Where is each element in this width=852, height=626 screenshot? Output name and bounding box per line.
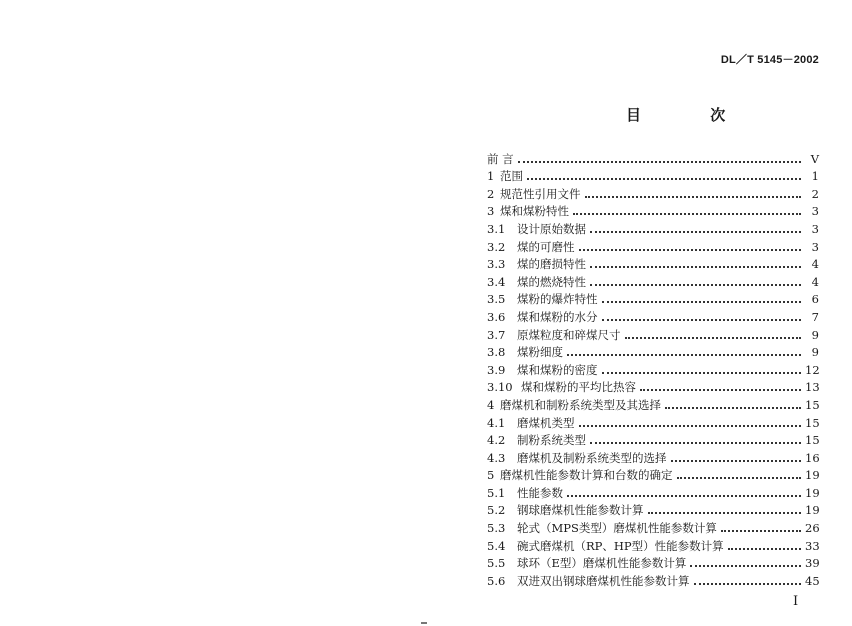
toc-dot-leader <box>518 161 801 163</box>
toc-entry <box>487 359 819 377</box>
toc-entry-number: 3.9 <box>487 362 506 377</box>
toc-entry-page: 19 <box>805 503 820 518</box>
toc-entry-page: 2 <box>811 186 819 201</box>
toc-entry <box>487 342 819 360</box>
toc-entry-page: 12 <box>805 362 820 377</box>
document-code: DL／T 5145－2002 <box>720 54 819 66</box>
toc-entry <box>487 517 819 535</box>
toc-entry-label: 磨煤机和制粉系统类型及其选择 <box>500 397 661 412</box>
toc-dot-leader <box>585 196 802 198</box>
toc-entry-label: 碗式磨煤机（RP、HP型）性能参数计算 <box>517 538 724 553</box>
toc-entry-label: 煤和煤粉的平均比热容 <box>521 380 636 395</box>
toc-dot-leader <box>694 583 802 585</box>
toc-entry <box>487 201 819 219</box>
toc-entry-page: 3 <box>811 221 819 236</box>
toc-dot-leader <box>690 565 801 567</box>
toc-entry-number: 4 <box>487 397 495 412</box>
toc-entry-page: 15 <box>805 433 820 448</box>
toc-entry <box>487 447 819 465</box>
toc-entry-number: 5.3 <box>487 521 506 536</box>
toc-entry-label: 制粉系统类型 <box>517 433 586 448</box>
toc-entry-page: 4 <box>811 274 819 289</box>
toc-entry-number: 1 <box>487 169 495 184</box>
toc-entry <box>487 183 819 201</box>
toc-entry-number: 3 <box>487 204 495 219</box>
toc-entry-page: 9 <box>811 345 819 360</box>
toc-entry <box>487 412 819 430</box>
toc-dot-leader <box>590 284 801 286</box>
toc-dot-leader <box>567 495 801 497</box>
toc-entry-number: 3.3 <box>487 257 506 272</box>
toc-entry-page: 45 <box>805 573 820 588</box>
toc-entry <box>487 254 819 272</box>
toc-entry-number: 3.7 <box>487 327 506 342</box>
toc-entry-label: 磨煤机类型 <box>517 415 575 430</box>
toc-entry-label: 煤粉的爆炸特性 <box>517 292 598 307</box>
toc-entry-page: 15 <box>805 415 820 430</box>
toc-title: 目 次 <box>626 106 758 124</box>
toc-entry-label: 钢球磨煤机性能参数计算 <box>517 503 644 518</box>
toc-entry <box>487 218 819 236</box>
toc-dot-leader <box>602 372 802 374</box>
toc-entry-label: 煤和煤粉的密度 <box>517 362 598 377</box>
toc-dot-leader <box>590 442 801 444</box>
toc-entry <box>487 289 819 307</box>
toc-entry <box>487 394 819 412</box>
toc-entry <box>487 482 819 500</box>
toc-dot-leader <box>640 389 801 391</box>
toc-entry-label: 性能参数 <box>517 485 563 500</box>
toc-entry <box>487 324 819 342</box>
toc-dot-leader <box>579 249 802 251</box>
toc-entry-label: 煤和煤粉的水分 <box>517 309 598 324</box>
toc-entry-page: 19 <box>805 468 820 483</box>
toc-dot-leader <box>590 266 801 268</box>
toc-entry-label: 煤的燃烧特性 <box>517 274 586 289</box>
toc-entry-label: 规范性引用文件 <box>500 186 581 201</box>
toc-entry <box>487 500 819 518</box>
toc-entry-page: 33 <box>805 538 820 553</box>
toc-entry-page: 39 <box>805 556 820 571</box>
toc-entry-page: 1 <box>811 169 819 184</box>
toc-entry-page: 26 <box>805 521 820 536</box>
toc-dot-leader <box>625 337 802 339</box>
toc-entry <box>487 430 819 448</box>
toc-entry <box>487 535 819 553</box>
toc-entry-number: 4.1 <box>487 415 506 430</box>
toc-dot-leader <box>728 548 801 550</box>
toc-entry <box>487 148 819 166</box>
toc-entry-number: 5.5 <box>487 556 506 571</box>
toc-entry-page: 9 <box>811 327 819 342</box>
toc-entry-number: 5 <box>487 468 495 483</box>
toc-entry-label: 设计原始数据 <box>517 221 586 236</box>
toc-dot-leader <box>671 460 802 462</box>
toc-entry <box>487 465 819 483</box>
toc-entry-number: 3.10 <box>487 380 513 395</box>
toc-dot-leader <box>648 512 802 514</box>
toc-entry-page: 19 <box>805 485 820 500</box>
toc-dot-leader <box>602 301 802 303</box>
toc-entry <box>487 236 819 254</box>
toc-entry-label: 煤的磨损特性 <box>517 257 586 272</box>
toc-entry-number: 3.1 <box>487 221 506 236</box>
toc-entry <box>487 377 819 395</box>
toc-entry <box>487 271 819 289</box>
toc-entry-label: 磨煤机及制粉系统类型的选择 <box>517 450 667 465</box>
toc-entry-number: 3.4 <box>487 274 506 289</box>
toc-dot-leader <box>573 213 801 215</box>
toc-entry-label: 煤粉细度 <box>517 345 563 360</box>
toc-dot-leader <box>677 477 802 479</box>
toc-dot-leader <box>527 178 801 180</box>
toc-entry-number: 5.6 <box>487 573 506 588</box>
toc-entry-page: 4 <box>811 257 819 272</box>
toc-entry-label: 双进双出钢球磨煤机性能参数计算 <box>517 573 690 588</box>
toc-entry <box>487 166 819 184</box>
toc-entry <box>487 570 819 588</box>
toc-dot-leader <box>567 354 801 356</box>
toc-entry-label: 原煤粒度和碎煤尺寸 <box>517 327 621 342</box>
toc-entry-page: 16 <box>805 450 820 465</box>
toc-entry-page: 6 <box>811 292 819 307</box>
toc-dot-leader <box>602 319 802 321</box>
toc-entry-number: 3.5 <box>487 292 506 307</box>
toc-entry-number: 5.4 <box>487 538 506 553</box>
toc-entry-page: 3 <box>811 204 819 219</box>
toc-entry-page: 3 <box>811 239 819 254</box>
toc-entry-label: 球环（E型）磨煤机性能参数计算 <box>517 556 687 571</box>
table-of-contents <box>487 148 819 588</box>
toc-entry-page: Ⅴ <box>810 151 819 166</box>
toc-entry-number: 2 <box>487 186 495 201</box>
toc-entry-label: 磨煤机性能参数计算和台数的确定 <box>500 468 673 483</box>
toc-entry-number: 4.2 <box>487 433 506 448</box>
toc-entry-number: 3.2 <box>487 239 506 254</box>
toc-dot-leader <box>590 231 801 233</box>
toc-entry-number: 5.1 <box>487 485 506 500</box>
toc-entry-number: 4.3 <box>487 450 506 465</box>
toc-entry-page: 7 <box>811 309 819 324</box>
toc-entry <box>487 306 819 324</box>
toc-entry-page: 15 <box>805 397 820 412</box>
toc-dot-leader <box>579 425 802 427</box>
toc-entry-number: 5.2 <box>487 503 506 518</box>
toc-entry-label: 轮式（MPS类型）磨煤机性能参数计算 <box>517 521 717 536</box>
toc-dot-leader <box>665 407 801 409</box>
toc-entry-number: 3.6 <box>487 309 506 324</box>
toc-entry-label: 前 言 <box>487 151 514 166</box>
toc-entry-page: 13 <box>805 380 820 395</box>
toc-entry-label: 范围 <box>500 169 523 184</box>
toc-entry <box>487 553 819 571</box>
toc-dot-leader <box>721 530 801 532</box>
toc-entry-number: 3.8 <box>487 345 506 360</box>
toc-entry-label: 煤的可磨性 <box>517 239 575 254</box>
page-number: I <box>793 594 799 609</box>
bottom-mark <box>421 622 427 624</box>
toc-entry-label: 煤和煤粉特性 <box>500 204 569 219</box>
